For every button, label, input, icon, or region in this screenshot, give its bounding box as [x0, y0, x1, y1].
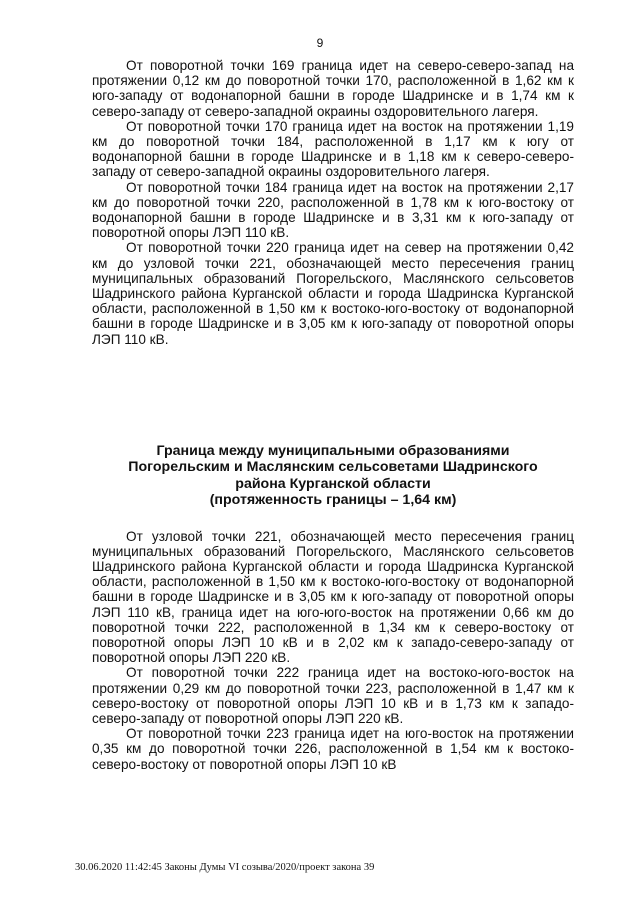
- heading-line-4: (протяженность границы – 1,64 км): [209, 492, 457, 509]
- paragraph-point-184: От поворотной точки 184 граница идет на восток на протяжении 2,17 км до поворотной точки 220, расположенной в 1,78 км к юго-востоку от водонапорной башни в городе Шадринске и в 3,31 км к юго-западу от поворотной опоры ЛЭП 110 кВ.: [92, 179, 574, 241]
- paragraph-point-221: От узловой точки 221, обозначающей место пересечения границ муниципальных образований Погорельского, Маслянского сельсоветов Шадринского района Курганской области и города Шадринска Курганской области, расположенной в 1,50 км к востоко-юго-востоку от водонапорной башни в городе Шадринске и в 3,05 км к юго-западу от поворотной опоры ЛЭП 110 кВ, граница идет на юго-юго-восток на протяжении 0,66 км до поворотной точки 222, расположенной в 1,34 км к северо-востоку от поворотной опоры ЛЭП 10 кВ и в 2,02 км к западо-северо-западу от поворотной опоры ЛЭП 220 кВ.: [92, 528, 574, 666]
- section-heading: [92, 443, 574, 509]
- footer-document-stamp: 30.06.2020 11:42:45 Законы Думы VI созыва/2020/проект закона 39: [75, 862, 375, 873]
- top-text-block: [92, 58, 574, 347]
- heading-line-1: Граница между муниципальными образованиями: [156, 443, 510, 459]
- heading-line-3: района Курганской области: [235, 475, 431, 492]
- heading-line-2: Погорельским и Маслянским сельсоветами Шадринского: [128, 459, 538, 476]
- page-number: 9: [316, 36, 324, 50]
- paragraph-point-170: От поворотной точки 170 граница идет на восток на протяжении 1,19 км до поворотной точки 184, расположенной в 1,17 км к югу от водонапорной башни в городе Шадринске и в 1,18 км к северо-северо-западу от северо-западной окраины оздоровительного лагеря.: [92, 118, 574, 180]
- paragraph-point-222: От поворотной точки 222 граница идет на востоко-юго-восток на протяжении 0,29 км до поворотной точки 223, расположенной в 1,47 км к северо-востоку от поворотной опоры ЛЭП 10 кВ и в 1,73 км к западо-северо-западу от поворотной опоры ЛЭП 220 кВ.: [92, 665, 574, 727]
- paragraph-point-223: От поворотной точки 223 граница идет на юго-восток на протяжении 0,35 км до поворотной точки 226, расположенной в 1,54 км к востоко-северо-востоку от поворотной опоры ЛЭП 10 кВ: [92, 726, 574, 772]
- paragraph-point-169: От поворотной точки 169 граница идет на северо-северо-запад на протяжении 0,12 км до поворотной точки 170, расположенной в 1,62 км к юго-западу от водонапорной башни в городе Шадринске и в 1,74 км к северо-западу от северо-западной окраины оздоровительного лагеря.: [92, 58, 574, 119]
- section-block: [92, 443, 574, 772]
- paragraph-point-220: От поворотной точки 220 граница идет на север на протяжении 0,42 км до узловой точки 221, обозначающей место пересечения границ муниципальных образований Погорельского, Маслянского сельсоветов Шадринского района Курганской области и города Шадринска Курганской области, расположенной в 1,50 км к востоко-юго-востоку от водонапорной башни в городе Шадринске и в 3,05 км к юго-западу от поворотной опоры ЛЭП 110 кВ.: [92, 240, 574, 347]
